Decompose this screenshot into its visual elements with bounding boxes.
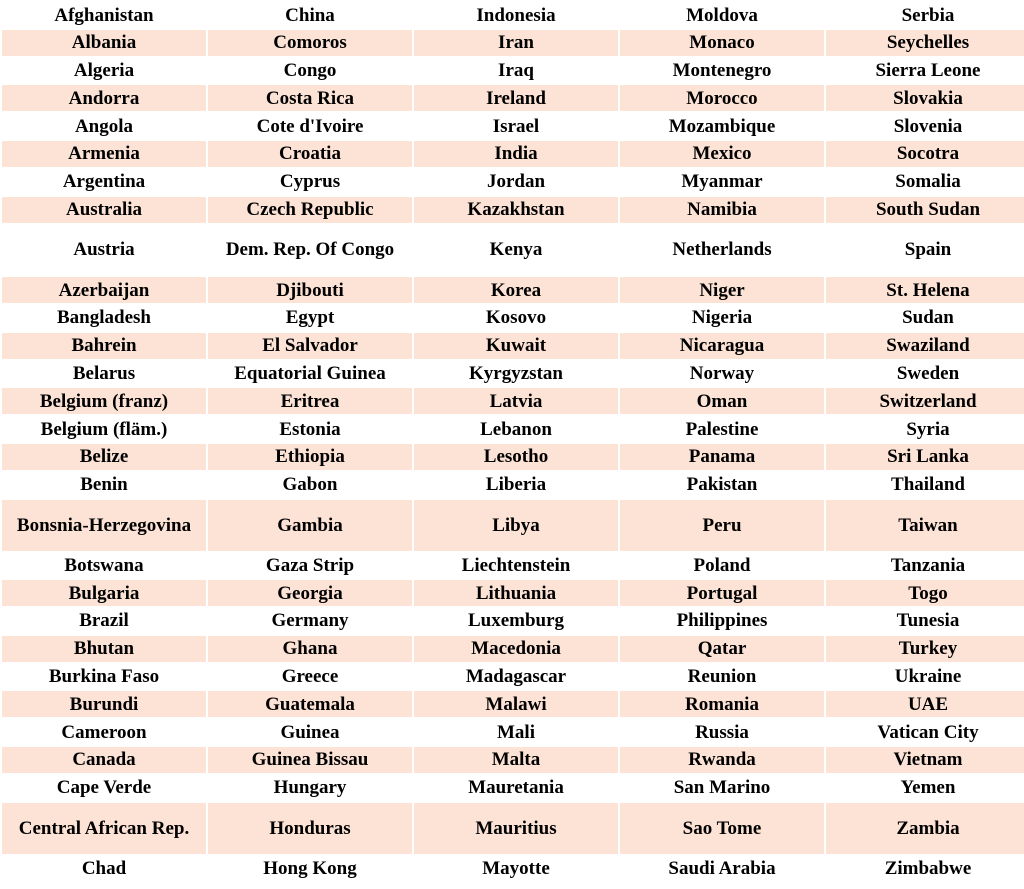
table-cell: Honduras <box>208 803 412 854</box>
table-cell: Canada <box>2 747 206 773</box>
table-cell: Congo <box>208 58 412 84</box>
table-cell: Cameroon <box>2 719 206 745</box>
table-cell: Pakistan <box>620 472 824 498</box>
table-cell: Central African Rep. <box>2 803 206 854</box>
table-cell: Netherlands <box>620 224 824 275</box>
table-cell: Comoros <box>208 30 412 56</box>
table-cell: Sudan <box>826 305 1024 331</box>
table-cell: Belarus <box>2 361 206 387</box>
table-cell: Afghanistan <box>2 2 206 28</box>
table-cell: Armenia <box>2 141 206 167</box>
table-cell: Mozambique <box>620 113 824 139</box>
table-cell: Vatican City <box>826 719 1024 745</box>
table-cell: Brazil <box>2 608 206 634</box>
table-cell: Namibia <box>620 197 824 223</box>
table-cell: Malta <box>414 747 618 773</box>
table-cell: Benin <box>2 472 206 498</box>
table-cell: UAE <box>826 691 1024 717</box>
table-cell: Lithuania <box>414 580 618 606</box>
table-cell: Qatar <box>620 636 824 662</box>
table-cell: Liberia <box>414 472 618 498</box>
table-cell: Mauretania <box>414 775 618 801</box>
table-cell: Swaziland <box>826 333 1024 359</box>
table-cell: Libya <box>414 500 618 551</box>
table-cell: Zambia <box>826 803 1024 854</box>
table-cell: South Sudan <box>826 197 1024 223</box>
table-cell: Hungary <box>208 775 412 801</box>
table-cell: Vietnam <box>826 747 1024 773</box>
table-cell: Moldova <box>620 2 824 28</box>
table-cell: Latvia <box>414 388 618 414</box>
table-cell: Nicaragua <box>620 333 824 359</box>
table-cell: Ethiopia <box>208 444 412 470</box>
table-cell: Burkina Faso <box>2 664 206 690</box>
table-cell: Bahrein <box>2 333 206 359</box>
table-cell: Cape Verde <box>2 775 206 801</box>
table-cell: Albania <box>2 30 206 56</box>
table-cell: Andorra <box>2 85 206 111</box>
table-cell: Germany <box>208 608 412 634</box>
table-cell: Botswana <box>2 552 206 578</box>
table-cell: Bonsnia-Herzegovina <box>2 500 206 551</box>
table-cell: Palestine <box>620 416 824 442</box>
table-cell: Sri Lanka <box>826 444 1024 470</box>
table-cell: Rwanda <box>620 747 824 773</box>
table-cell: Ghana <box>208 636 412 662</box>
table-cell: Kuwait <box>414 333 618 359</box>
table-cell: Philippines <box>620 608 824 634</box>
table-cell: Peru <box>620 500 824 551</box>
table-cell: Mayotte <box>414 855 618 881</box>
table-cell: Serbia <box>826 2 1024 28</box>
table-cell: Norway <box>620 361 824 387</box>
table-cell: Azerbaijan <box>2 277 206 303</box>
table-cell: Portugal <box>620 580 824 606</box>
table-cell: Yemen <box>826 775 1024 801</box>
table-cell: Syria <box>826 416 1024 442</box>
table-cell: Kyrgyzstan <box>414 361 618 387</box>
table-cell: Gabon <box>208 472 412 498</box>
table-cell: Nigeria <box>620 305 824 331</box>
table-cell: Burundi <box>2 691 206 717</box>
table-cell: Kazakhstan <box>414 197 618 223</box>
table-cell: Austria <box>2 224 206 275</box>
table-cell: Belize <box>2 444 206 470</box>
table-cell: Monaco <box>620 30 824 56</box>
table-cell: Oman <box>620 388 824 414</box>
table-cell: Tunesia <box>826 608 1024 634</box>
table-cell: Romania <box>620 691 824 717</box>
table-cell: Lesotho <box>414 444 618 470</box>
table-cell: Socotra <box>826 141 1024 167</box>
table-cell: Togo <box>826 580 1024 606</box>
table-cell: Chad <box>2 855 206 881</box>
table-cell: Spain <box>826 224 1024 275</box>
table-cell: Kosovo <box>414 305 618 331</box>
table-cell: Korea <box>414 277 618 303</box>
table-cell: Morocco <box>620 85 824 111</box>
table-cell: Georgia <box>208 580 412 606</box>
table-cell: Turkey <box>826 636 1024 662</box>
table-cell: Czech Republic <box>208 197 412 223</box>
table-cell: Greece <box>208 664 412 690</box>
table-cell: Montenegro <box>620 58 824 84</box>
table-cell: Macedonia <box>414 636 618 662</box>
table-cell: Jordan <box>414 169 618 195</box>
table-cell: Reunion <box>620 664 824 690</box>
table-cell: Bangladesh <box>2 305 206 331</box>
table-cell: Mauritius <box>414 803 618 854</box>
table-cell: China <box>208 2 412 28</box>
table-cell: Egypt <box>208 305 412 331</box>
table-cell: Panama <box>620 444 824 470</box>
table-cell: St. Helena <box>826 277 1024 303</box>
table-cell: Tanzania <box>826 552 1024 578</box>
table-cell: Belgium (fläm.) <box>2 416 206 442</box>
table-cell: Slovenia <box>826 113 1024 139</box>
table-cell: Angola <box>2 113 206 139</box>
table-cell: Kenya <box>414 224 618 275</box>
table-cell: Bhutan <box>2 636 206 662</box>
table-cell: Iraq <box>414 58 618 84</box>
table-cell: Russia <box>620 719 824 745</box>
table-cell: Somalia <box>826 169 1024 195</box>
table-cell: El Salvador <box>208 333 412 359</box>
table-cell: Cote d'Ivoire <box>208 113 412 139</box>
table-cell: Guinea Bissau <box>208 747 412 773</box>
table-cell: Taiwan <box>826 500 1024 551</box>
table-cell: Saudi Arabia <box>620 855 824 881</box>
table-cell: Ireland <box>414 85 618 111</box>
table-cell: Costa Rica <box>208 85 412 111</box>
table-cell: Liechtenstein <box>414 552 618 578</box>
table-cell: Malawi <box>414 691 618 717</box>
table-cell: Gambia <box>208 500 412 551</box>
table-cell: Luxemburg <box>414 608 618 634</box>
table-cell: Guinea <box>208 719 412 745</box>
table-cell: Slovakia <box>826 85 1024 111</box>
table-cell: Ukraine <box>826 664 1024 690</box>
table-cell: Madagascar <box>414 664 618 690</box>
table-cell: Hong Kong <box>208 855 412 881</box>
table-cell: Switzerland <box>826 388 1024 414</box>
table-cell: Guatemala <box>208 691 412 717</box>
table-cell: India <box>414 141 618 167</box>
table-cell: Bulgaria <box>2 580 206 606</box>
table-cell: Thailand <box>826 472 1024 498</box>
table-cell: Niger <box>620 277 824 303</box>
table-cell: Estonia <box>208 416 412 442</box>
table-cell: Argentina <box>2 169 206 195</box>
table-cell: Israel <box>414 113 618 139</box>
table-cell: Algeria <box>2 58 206 84</box>
table-cell: Australia <box>2 197 206 223</box>
table-cell: Zimbabwe <box>826 855 1024 881</box>
table-cell: Mali <box>414 719 618 745</box>
table-cell: Sierra Leone <box>826 58 1024 84</box>
table-cell: Equatorial Guinea <box>208 361 412 387</box>
table-cell: Belgium (franz) <box>2 388 206 414</box>
table-cell: Croatia <box>208 141 412 167</box>
table-cell: Myanmar <box>620 169 824 195</box>
table-cell: Sao Tome <box>620 803 824 854</box>
table-cell: Iran <box>414 30 618 56</box>
table-cell: Eritrea <box>208 388 412 414</box>
table-cell: Lebanon <box>414 416 618 442</box>
table-cell: Seychelles <box>826 30 1024 56</box>
table-cell: Sweden <box>826 361 1024 387</box>
table-cell: Indonesia <box>414 2 618 28</box>
table-cell: Gaza Strip <box>208 552 412 578</box>
table-cell: Poland <box>620 552 824 578</box>
table-cell: Mexico <box>620 141 824 167</box>
table-cell: Dem. Rep. Of Congo <box>208 224 412 275</box>
table-cell: San Marino <box>620 775 824 801</box>
table-cell: Cyprus <box>208 169 412 195</box>
table-cell: Djibouti <box>208 277 412 303</box>
